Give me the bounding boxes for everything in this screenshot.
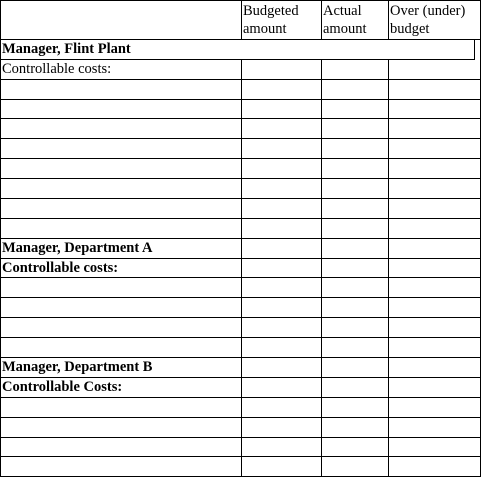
- label-controllable-costs-dept-a: Controllable costs:: [2, 260, 119, 276]
- col-line-3-header: [388, 0, 389, 40]
- row-line: [0, 397, 481, 398]
- header-over-under-line1: Over (under): [390, 3, 466, 19]
- row-line: [0, 337, 481, 338]
- section-title-department-a: Manager, Department A: [2, 240, 153, 256]
- row-line: [0, 317, 481, 318]
- section-title-department-b: Manager, Department B: [2, 359, 153, 375]
- header-budgeted-line1: Budgeted: [243, 3, 299, 19]
- row-line: [0, 218, 481, 219]
- header-actual-line1: Actual: [323, 3, 362, 19]
- header-actual-amount: [323, 2, 367, 38]
- row-line: [0, 297, 481, 298]
- row-line: [0, 118, 481, 119]
- row-line: [0, 417, 481, 418]
- row-line: [0, 178, 481, 179]
- col-line-3: [388, 60, 389, 477]
- row-line: [0, 198, 481, 199]
- header-over-under-budget: [390, 2, 465, 38]
- row-line: [0, 158, 481, 159]
- row-line: [0, 437, 481, 438]
- col-line-1-header: [241, 0, 242, 40]
- col-line-2: [321, 60, 322, 477]
- col-line-2-header: [321, 0, 322, 40]
- row-line: [0, 138, 481, 139]
- row-line: [0, 79, 481, 80]
- col-line-1: [241, 60, 242, 477]
- flint-row-right: [474, 40, 475, 60]
- row-line: [0, 99, 481, 100]
- row-line: [0, 277, 481, 278]
- row-line: [0, 456, 481, 457]
- label-controllable-costs-dept-b: Controllable Costs:: [2, 379, 123, 395]
- header-budgeted-amount: [243, 2, 299, 38]
- header-over-under-line2: budget: [390, 21, 430, 37]
- header-actual-line2: amount: [323, 21, 367, 37]
- section-title-flint-plant: Manager, Flint Plant: [2, 41, 131, 57]
- header-budgeted-line2: amount: [243, 21, 287, 37]
- label-controllable-costs-flint: Controllable costs:: [2, 61, 112, 77]
